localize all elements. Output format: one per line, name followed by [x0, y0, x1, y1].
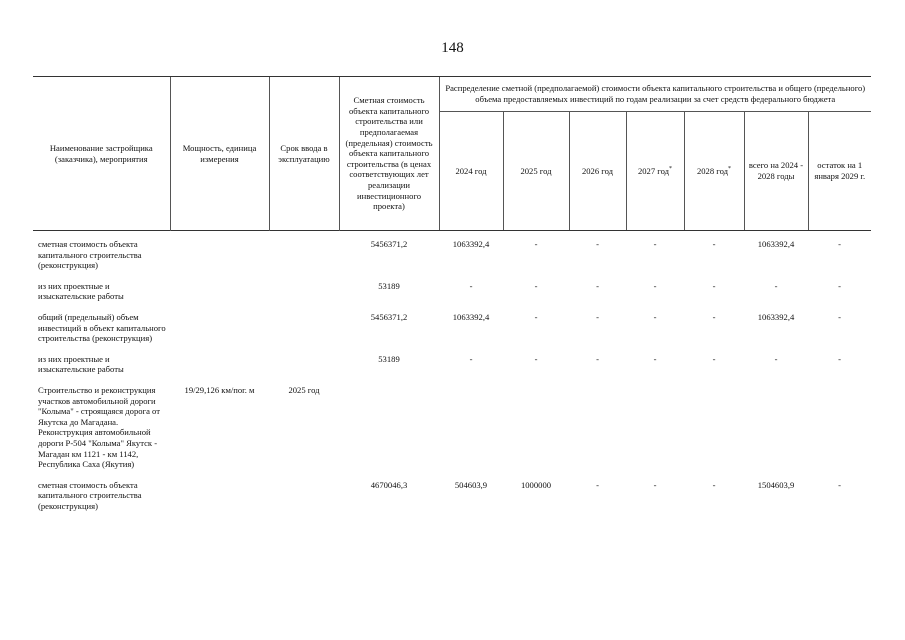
table-row: сметная стоимость объекта капитального строительства (реконструкция) 5456371,2 1063392,4 - - - - 1063392,4 - — [38, 239, 841, 271]
table-row: сметная стоимость объекта капитального строительства (реконструкция) 4670046,3 504603,9 1000000 - - - 1504603,9 - — [38, 479, 841, 511]
header-year-2028: 2028 год* — [684, 112, 744, 231]
header-name: Наименование застройщика (заказчика), мероприятия — [33, 77, 170, 231]
table-row: Строительство и реконструкция участков автомобильной дороги "Колыма" - строящаяся дорога от Якутска до Магадана. Реконструкция автомобильной дороги Р-504 "Колыма" Якутск - Магадан км 1121 - км 1142, Республика Саха (Якутия) 19/29,126 км/пог. м 2025 год — [38, 384, 320, 470]
header-year-2027: 2027 год* — [626, 112, 684, 231]
header-year-2024: 2024 год — [439, 112, 503, 231]
header-cost: Сметная стоимость объекта капитального строительства или предполагаемая (предельная) стоимость объекта капитального строительства (в ценах соответствующих лет реализации инвестиционного проекта) — [339, 77, 439, 231]
page-number: 148 — [441, 40, 464, 56]
header-capacity: Мощность, единица измерения — [170, 77, 269, 231]
header-year-2026: 2026 год — [569, 112, 626, 231]
table-row: из них проектные и изыскательские работы 53189 - - - - - - - — [38, 353, 841, 375]
table-row: из них проектные и изыскательские работы 53189 - - - - - - - — [38, 280, 841, 302]
header-year-2025: 2025 год — [503, 112, 569, 231]
header-distribution: Распределение сметной (предполагаемой) стоимости объекта капитального строительства и общего (предельного) объема предоставляемых инвестиций по годам реализации за счет средств федерального бюджета — [439, 77, 871, 112]
header-deadline: Срок ввода в эксплуатацию — [269, 77, 339, 231]
header-total: всего на 2024 - 2028 годы — [744, 112, 808, 231]
header-remainder: остаток на 1 января 2029 г. — [808, 112, 871, 231]
investment-table — [33, 76, 871, 511]
table-row: общий (предельный) объем инвестиций в объект капитального строительства (реконструкция) 5456371,2 1063392,4 - - - - 1063392,4 - — [38, 311, 841, 344]
